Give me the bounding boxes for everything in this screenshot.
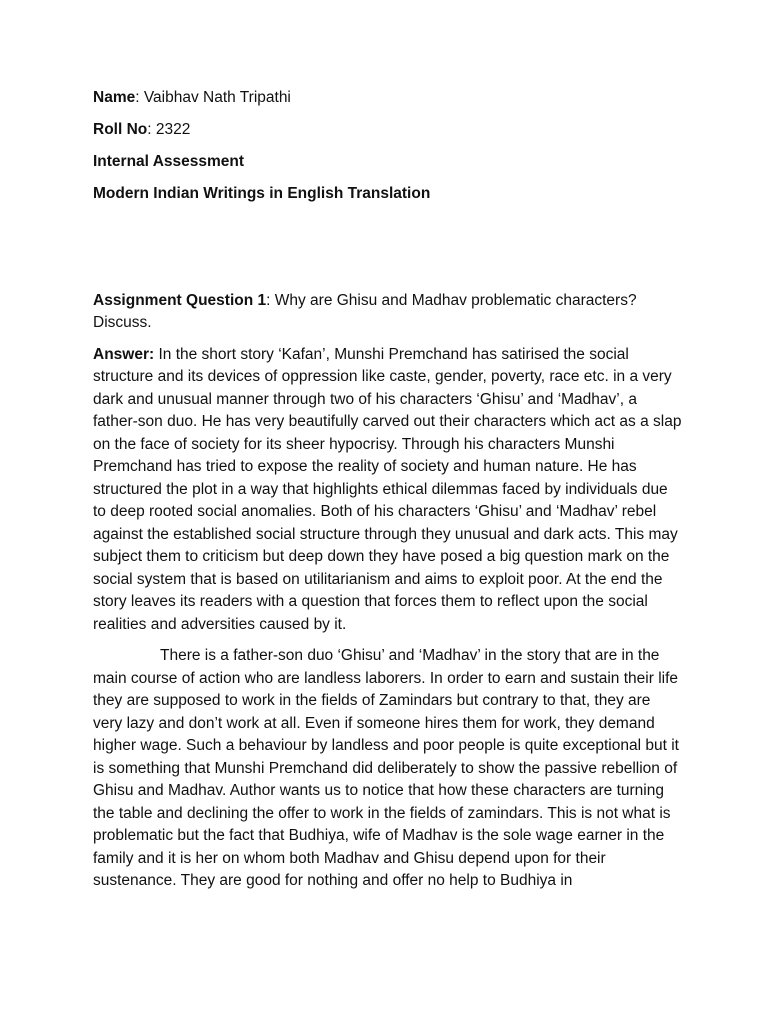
name-value: : Vaibhav Nath Tripathi — [135, 89, 291, 106]
question-text: : Why are Ghisu and Madhav problematic characters? Discuss. — [93, 291, 637, 331]
question-label: Assignment Question 1 — [93, 291, 267, 309]
name-line — [93, 87, 683, 110]
assessment-heading: Internal Assessment — [93, 153, 245, 170]
course-heading: Modern Indian Writings in English Translation — [93, 185, 431, 202]
answer-text: In the short story ‘Kafan’, Munshi Premchand has satirised the social structure and its devices of oppression like caste, gender, poverty, race etc. in a very dark and unusual manner through two of his characters ‘Ghisu’ and ‘Madhav’, a father-son duo. He has very beautifully carved out their characters which act as a slap on the face of society for its sheer hypocrisy. Through his characters Munshi Premchand has tried to expose the reality of society and human nature. He has structured the plot in a way that highlights ethical dilemmas faced by individuals due to deep rooted social anomalies. Both of his characters ‘Ghisu’ and ‘Madhav’ rebel against the established social structure through they unusual and dark acts. This may subject them to criticism but deep down they have posed a big question mark on the social system that is based on utilitarianism and aims to exploit poor. At the end the story leaves its readers with a question that forces them to reflect upon the social realities and adversities caused by it. — [93, 345, 682, 633]
answer-paragraph — [93, 344, 683, 637]
name-label: Name — [93, 89, 136, 106]
roll-label: Roll No — [93, 121, 148, 138]
roll-line — [93, 119, 683, 142]
document-body — [93, 87, 683, 893]
answer-label: Answer: — [93, 345, 155, 363]
body-paragraph-2: There is a father-son duo ‘Ghisu’ and ‘Madhav’ in the story that are in the main course of action who are landless laborers. In order to earn and sustain their life they are supposed to work in the fields of Zamindars but contrary to that, they are very lazy and don’t work at all. Even if someone hires them for work, they demand higher wage. Such a behaviour by landless and poor people is quite exceptional but it is something that Munshi Premchand did deliberately to show the passive rebellion of Ghisu and Madhav. Author wants us to notice that how these characters are turning the table and declining the offer to work in the fields of zamindars. This is not what is problematic but the fact that Budhiya, wife of Madhav is the sole wage earner in the family and it is her on whom both Madhav and Ghisu depend upon for their sustenance. They are good for nothing and offer no help to Budhiya in — [93, 647, 679, 889]
assignment-question — [93, 290, 683, 335]
roll-value: : 2322 — [147, 121, 191, 138]
